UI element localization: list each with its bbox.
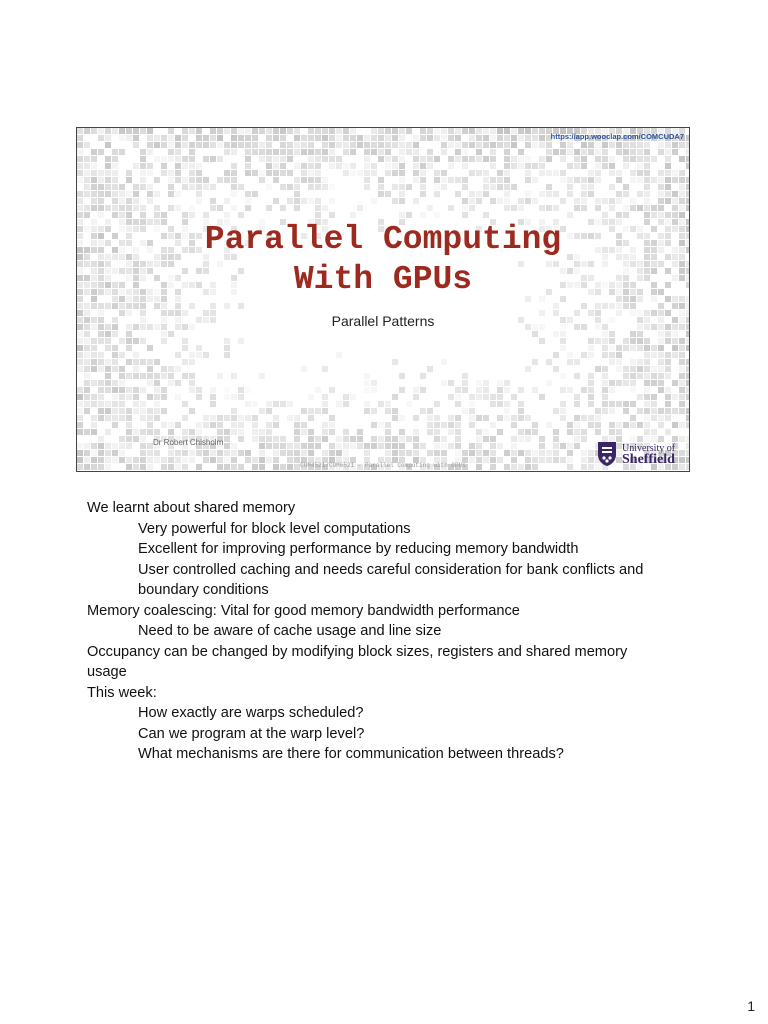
slide-title-line2: With GPUs bbox=[293, 261, 473, 298]
note-subline: Can we program at the warp level? bbox=[138, 725, 365, 742]
slide-title-line1: Parallel Computing bbox=[204, 221, 562, 258]
note-subline: Very powerful for block level computations bbox=[138, 520, 411, 537]
note-subline: boundary conditions bbox=[138, 582, 269, 598]
slide-thumbnail bbox=[76, 127, 690, 472]
university-shield-icon bbox=[597, 441, 617, 467]
wooclap-link[interactable]: https://app.wooclap.com/COMCUDA7 bbox=[550, 132, 684, 141]
slide-footer: COM4521/COM6521 - Parallel Computing with GPUs bbox=[300, 462, 466, 469]
speaker-notes bbox=[87, 498, 707, 765]
note-line: We learnt about shared memory bbox=[87, 500, 296, 516]
note-line: Memory coalescing: Vital for good memory bandwidth performance bbox=[87, 602, 520, 619]
note-line: Occupancy can be changed by modifying block sizes, registers and shared memory bbox=[87, 643, 628, 660]
note-line: usage bbox=[87, 664, 127, 680]
note-subline: How exactly are warps scheduled? bbox=[138, 705, 364, 721]
slide-subtitle: Parallel Patterns bbox=[331, 313, 435, 329]
note-subline: Excellent for improving performance by reducing memory bandwidth bbox=[138, 541, 579, 557]
university-logo bbox=[597, 440, 685, 470]
logo-text-line1: University of bbox=[622, 443, 676, 454]
slide-author: Dr Robert Chisholm bbox=[153, 438, 224, 447]
note-line: This week: bbox=[87, 684, 157, 701]
note-subline: User controlled caching and needs careful consideration for bank conflicts and bbox=[138, 561, 644, 578]
logo-text-line2: Sheffield bbox=[622, 452, 675, 467]
note-subline: Need to be aware of cache usage and line size bbox=[138, 623, 442, 639]
note-subline: What mechanisms are there for communication between threads? bbox=[138, 746, 564, 762]
page-number: 1 bbox=[747, 998, 755, 1014]
